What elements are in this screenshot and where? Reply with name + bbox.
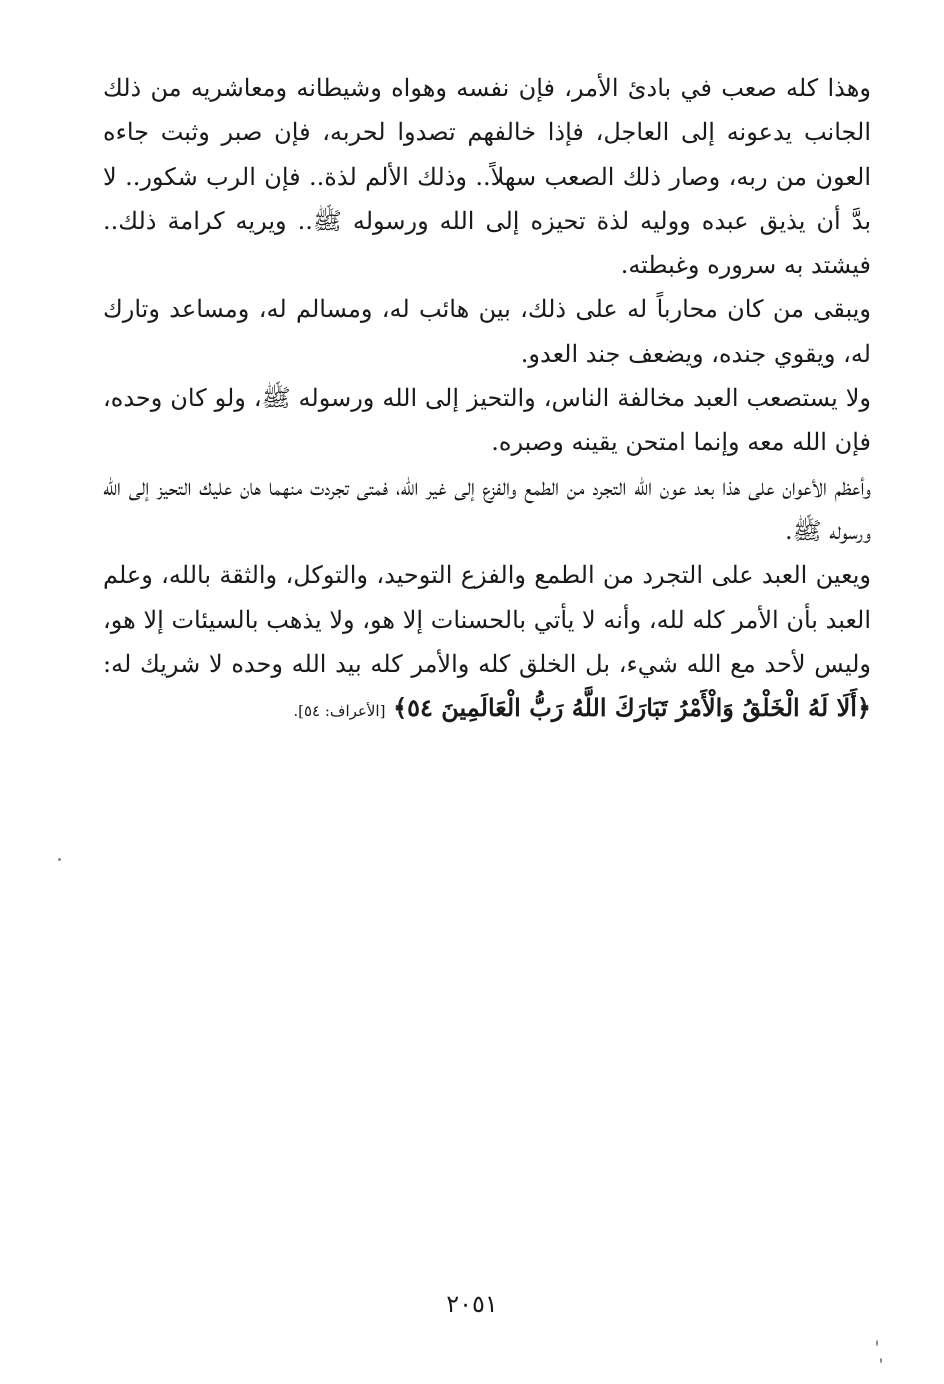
verse-reference: [الأعراف: ٥٤]. xyxy=(293,702,386,721)
page-body xyxy=(103,66,871,733)
scan-speck xyxy=(58,858,61,861)
scan-speck xyxy=(876,1340,878,1346)
paragraph-5 xyxy=(103,553,871,733)
paragraph-5-text: ويعين العبد على التجرد من الطمع والفزع التوحيد، والتوكل، والثقة بالله، وعلم العبد بأن الأمر كله لله، وأنه لا يأتي بالحسنات إلا هو، ولا يذهب بالسيئات إلا هو، وليس لأحد مع الله شيء، بل الخلق كله والأمر كله بيد الله وحده لا شريك له: xyxy=(103,561,871,678)
paragraph-1: وهذا كله صعب في بادئ الأمر، فإن نفسه وهواه وشيطانه ومعاشريه من ذلك الجانب يدعونه إلى العاجل، فإذا خالفهم تصدوا لحربه، فإن صبر وثبت جاءه العون من ربه، وصار ذلك الصعب سهلاً.. وذلك الألم لذة.. فإن الرب شكور.. لا بدَّ أن يذيق عبده ووليه لذة تحيزه إلى الله ورسوله ﷺ.. ويريه كرامة ذلك.. فيشتد به سروره وغبطته. xyxy=(103,74,872,280)
page-number: ٢٠٥١ xyxy=(446,1290,498,1318)
quran-verse: ﴿أَلَا لَهُ الْخَلْقُ وَالْأَمْرُ تَبَارَكَ اللَّهُ رَبُّ الْعَالَمِينَ ٥٤﴾ xyxy=(393,693,871,723)
paragraph-3: ولا يستصعب العبد مخالفة الناس، والتحيز إلى الله ورسوله ﷺ، ولو كان وحده، فإن الله معه وإنما امتحن يقينه وصبره. xyxy=(103,384,871,457)
paragraph-4: وأعظم الأعوان على هذا بعد عون الله التجرد من الطمع والفزع إلى غير الله، فمتى تجردت منهما هان عليك التحيز إلى الله ورسوله ﷺ. xyxy=(103,472,871,545)
scan-speck xyxy=(880,1358,882,1363)
paragraph-2: ويبقى من كان محارباً له على ذلك، بين هائب له، ومسالم له، ومساعد وتارك له، ويقوي جنده، ويضعف جند العدو. xyxy=(103,295,872,368)
